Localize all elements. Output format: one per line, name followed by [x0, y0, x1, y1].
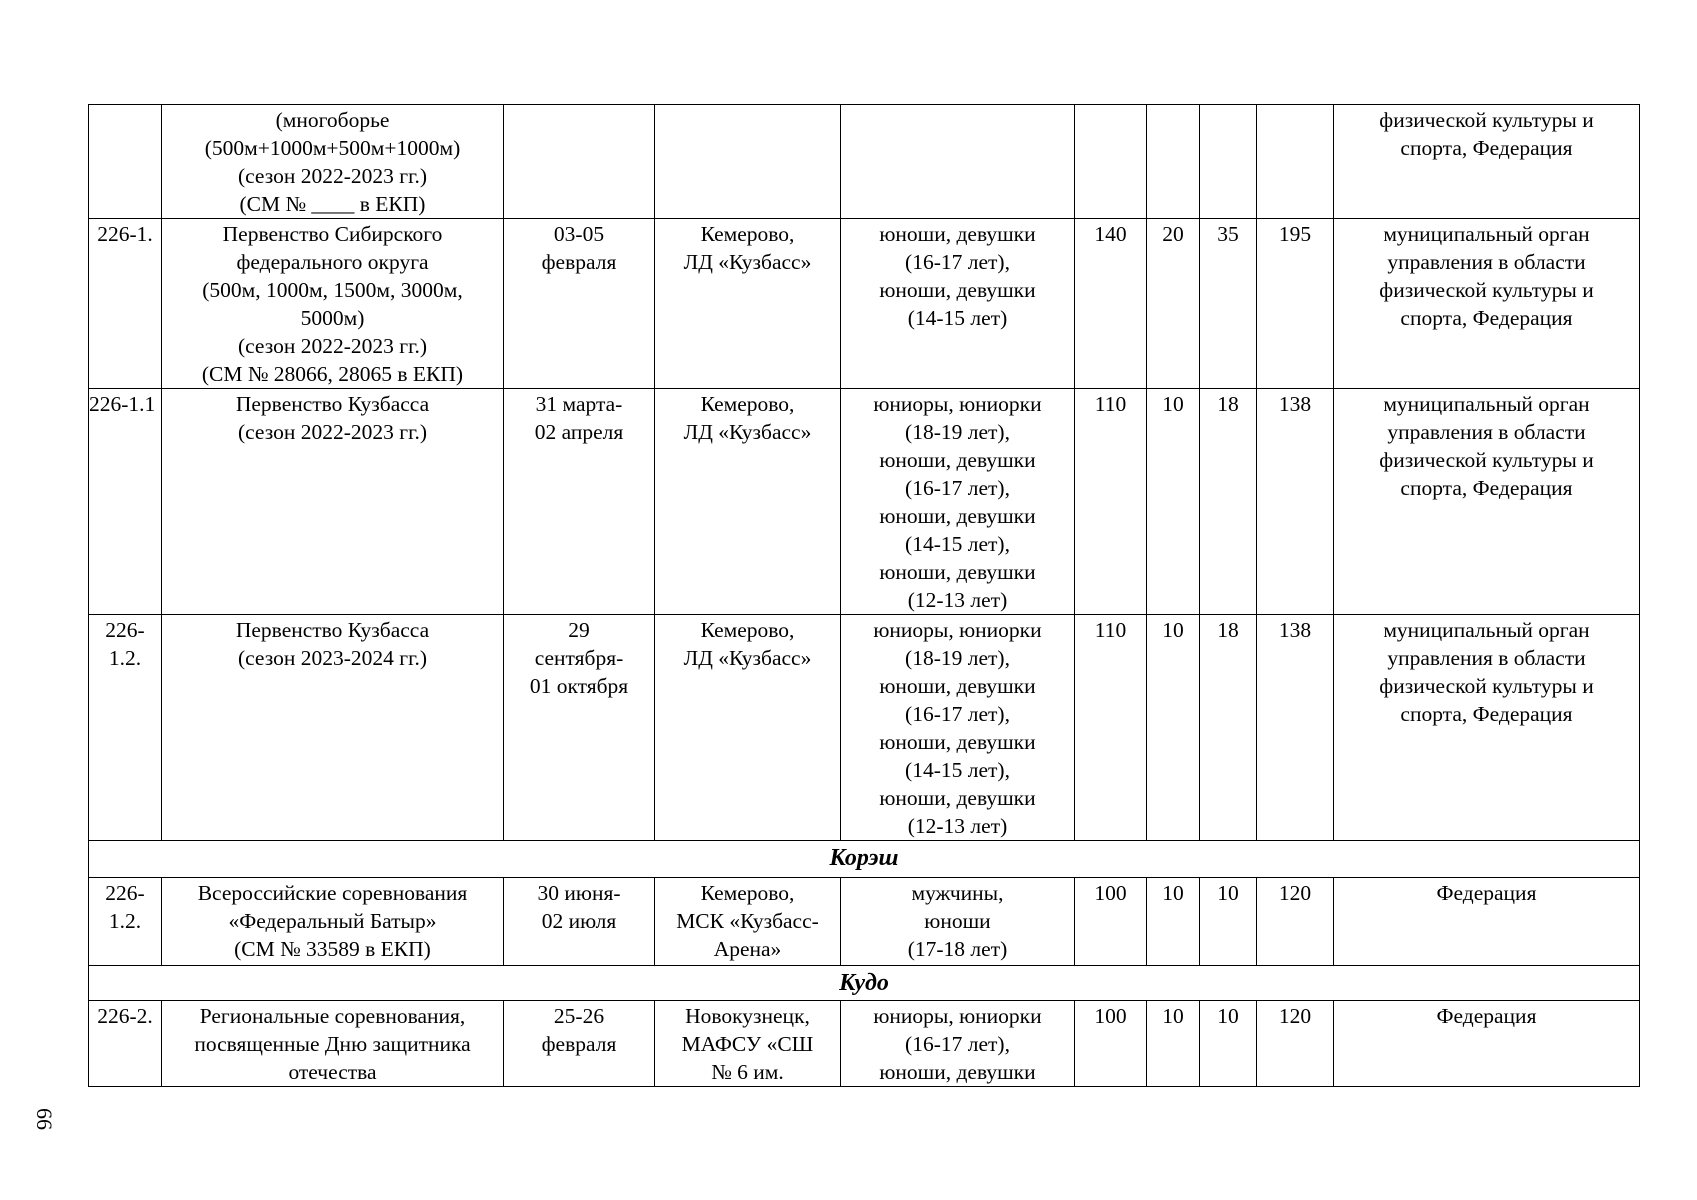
organizer-line: муниципальный орган	[1383, 618, 1590, 642]
table-row	[89, 878, 1640, 966]
organizer-cell	[1334, 1001, 1640, 1087]
participants-line: (17-18 лет)	[907, 937, 1008, 961]
event-name-line: (многоборье	[275, 108, 390, 132]
count-cell-1: 110	[1075, 615, 1147, 841]
event-place-line: ЛД «Кузбасс»	[683, 420, 812, 444]
count-cell-2: 10	[1147, 878, 1200, 966]
participants-line: юноши, девушки	[879, 222, 1036, 246]
participants-line: (12-13 лет)	[907, 814, 1008, 838]
participants-line: юноши, девушки	[879, 278, 1036, 302]
count-cell-total: 138	[1257, 389, 1334, 615]
organizer-line: физической культуры и	[1379, 448, 1594, 472]
organizer-cell	[1334, 219, 1640, 389]
organizer-line: спорта, Федерация	[1400, 136, 1573, 160]
count-cell-total: 120	[1257, 878, 1334, 966]
count-cell-3	[1200, 105, 1257, 219]
table-row	[89, 1001, 1640, 1087]
event-place-line: Кемерово,	[700, 881, 795, 905]
section-heading: Корэш	[89, 841, 1640, 878]
count-cell-1: 100	[1075, 1001, 1147, 1087]
event-date-cell	[504, 389, 655, 615]
organizer-line: управления в области	[1387, 250, 1586, 274]
participants-line: (14-15 лет),	[905, 758, 1010, 782]
count-cell-3: 10	[1200, 878, 1257, 966]
event-name-cell	[162, 878, 504, 966]
event-date-line: 02 апреля	[534, 420, 624, 444]
event-name-line: «Федеральный Батыр»	[228, 909, 437, 933]
event-place-line: МСК «Кузбасс-	[676, 909, 819, 933]
participants-line: (14-15 лет),	[905, 532, 1010, 556]
organizer-cell	[1334, 615, 1640, 841]
event-place-line: № 6 им.	[711, 1060, 784, 1084]
organizer-line: управления в области	[1387, 646, 1586, 670]
participants-cell	[841, 615, 1075, 841]
organizer-line: спорта, Федерация	[1400, 306, 1573, 330]
count-cell-total: 195	[1257, 219, 1334, 389]
event-place-line: Кемерово,	[700, 222, 795, 246]
event-number-cell: 226-2.	[89, 1001, 162, 1087]
event-name-line: посвященные Дню защитника	[194, 1032, 471, 1056]
event-place-cell	[655, 615, 841, 841]
event-name-line: (СМ № ____ в ЕКП)	[239, 192, 426, 216]
table-row	[89, 105, 1640, 219]
event-place-cell	[655, 878, 841, 966]
event-name-line: (500м+1000м+500м+1000м)	[204, 136, 461, 160]
participants-line: (16-17 лет),	[905, 702, 1010, 726]
participants-line: юноши, девушки	[879, 786, 1036, 810]
count-cell-1: 100	[1075, 878, 1147, 966]
organizer-line: физической культуры и	[1379, 108, 1594, 132]
participants-line: (18-19 лет),	[905, 646, 1010, 670]
participants-line: (16-17 лет),	[905, 250, 1010, 274]
event-name-cell	[162, 1001, 504, 1087]
event-place-cell	[655, 389, 841, 615]
count-cell-2	[1147, 105, 1200, 219]
page-number: 66	[32, 1108, 57, 1130]
participants-line: (12-13 лет)	[907, 588, 1008, 612]
count-cell-2: 10	[1147, 389, 1200, 615]
organizer-line: физической культуры и	[1379, 674, 1594, 698]
event-name-line: (сезон 2022-2023 гг.)	[237, 164, 428, 188]
count-cell-3: 35	[1200, 219, 1257, 389]
event-place-line: ЛД «Кузбасс»	[683, 646, 812, 670]
event-name-line: (сезон 2023-2024 гг.)	[237, 646, 428, 670]
participants-cell	[841, 389, 1075, 615]
count-cell-total: 138	[1257, 615, 1334, 841]
event-date-cell	[504, 615, 655, 841]
event-place-line: Кемерово,	[700, 392, 795, 416]
event-name-line: (сезон 2022-2023 гг.)	[237, 334, 428, 358]
organizer-line: муниципальный орган	[1383, 392, 1590, 416]
organizer-line: спорта, Федерация	[1400, 476, 1573, 500]
event-name-line: Первенство Кузбасса	[235, 618, 430, 642]
event-date-cell	[504, 219, 655, 389]
participants-line: юноши, девушки	[879, 448, 1036, 472]
participants-line: (18-19 лет),	[905, 420, 1010, 444]
event-place-line: ЛД «Кузбасс»	[683, 250, 812, 274]
table-row	[89, 615, 1640, 841]
event-name-cell	[162, 615, 504, 841]
event-place-line: Кемерово,	[700, 618, 795, 642]
organizer-line: спорта, Федерация	[1400, 702, 1573, 726]
event-number-cell	[89, 878, 162, 966]
event-name-line: (500м, 1000м, 1500м, 3000м,	[202, 278, 463, 302]
count-cell-3: 10	[1200, 1001, 1257, 1087]
section-heading: Кудо	[89, 966, 1640, 1001]
event-number-text: 226-1.2.	[105, 618, 145, 670]
event-date-line: 01 октября	[529, 674, 629, 698]
event-number-cell: 226-1.1	[89, 389, 162, 615]
participants-line: юниоры, юниорки	[873, 1004, 1042, 1028]
count-cell-total: 120	[1257, 1001, 1334, 1087]
participants-line: юноши, девушки	[879, 504, 1036, 528]
event-name-cell	[162, 219, 504, 389]
organizer-line: муниципальный орган	[1383, 222, 1590, 246]
participants-line: юниоры, юниорки	[873, 618, 1042, 642]
participants-line: юниоры, юниорки	[873, 392, 1042, 416]
event-number-cell	[89, 105, 162, 219]
count-cell-2: 10	[1147, 1001, 1200, 1087]
organizer-line: физической культуры и	[1379, 278, 1594, 302]
event-date-line: сентября-	[534, 646, 624, 670]
participants-line: (16-17 лет),	[905, 476, 1010, 500]
count-cell-1: 140	[1075, 219, 1147, 389]
event-place-cell	[655, 219, 841, 389]
event-name-line: Всероссийские соревнования	[197, 881, 468, 905]
event-name-line: 5000м)	[300, 306, 365, 330]
participants-line: юноши, девушки	[879, 730, 1036, 754]
event-date-line: 02 июля	[541, 909, 617, 933]
event-name-line: Региональные соревнования,	[199, 1004, 466, 1028]
count-cell-1	[1075, 105, 1147, 219]
participants-line: юноши, девушки	[879, 674, 1036, 698]
count-cell-total	[1257, 105, 1334, 219]
event-place-line: Новокузнецк,	[685, 1004, 810, 1028]
organizer-cell	[1334, 389, 1640, 615]
event-date-cell	[504, 1001, 655, 1087]
count-cell-2: 20	[1147, 219, 1200, 389]
event-place-line: Арена»	[713, 937, 782, 961]
participants-line: (16-17 лет),	[905, 1032, 1010, 1056]
event-number-cell: 226-1.	[89, 219, 162, 389]
organizer-line: Федерация	[1436, 881, 1537, 905]
count-cell-3: 18	[1200, 615, 1257, 841]
organizer-line: Федерация	[1436, 1004, 1537, 1028]
event-name-line: (СМ № 28066, 28065 в ЕКП)	[201, 362, 464, 386]
section-row	[89, 966, 1640, 1001]
event-date-line: 25-26	[553, 1004, 605, 1028]
participants-cell	[841, 219, 1075, 389]
event-number-text: 226-1.2.	[105, 881, 145, 933]
event-date-cell	[504, 105, 655, 219]
event-name-cell	[162, 389, 504, 615]
participants-line: юноши	[924, 909, 991, 933]
count-cell-2: 10	[1147, 615, 1200, 841]
event-date-line: февраля	[541, 250, 617, 274]
event-name-line: отечества	[288, 1060, 377, 1084]
participants-cell	[841, 105, 1075, 219]
event-date-line: 30 июня-	[537, 881, 621, 905]
event-date-cell	[504, 878, 655, 966]
schedule-table	[88, 104, 1640, 1087]
event-name-line: Первенство Кузбасса	[235, 392, 430, 416]
event-name-line: (сезон 2022-2023 гг.)	[237, 420, 428, 444]
event-place-line: МАФСУ «СШ	[681, 1032, 814, 1056]
organizer-cell	[1334, 878, 1640, 966]
count-cell-1: 110	[1075, 389, 1147, 615]
participants-line: юноши, девушки	[879, 560, 1036, 584]
event-name-line: федерального округа	[236, 250, 429, 274]
event-date-line: 03-05	[553, 222, 605, 246]
event-number-cell	[89, 615, 162, 841]
participants-line: мужчины,	[911, 881, 1004, 905]
table-row	[89, 389, 1640, 615]
event-name-line: (СМ № 33589 в ЕКП)	[234, 937, 431, 961]
event-name-cell	[162, 105, 504, 219]
event-date-line: 29	[568, 618, 590, 642]
participants-cell	[841, 878, 1075, 966]
table-row	[89, 219, 1640, 389]
organizer-line: управления в области	[1387, 420, 1586, 444]
event-date-line: 31 марта-	[535, 392, 623, 416]
event-place-cell	[655, 105, 841, 219]
event-date-line: февраля	[541, 1032, 617, 1056]
participants-line: (14-15 лет)	[907, 306, 1008, 330]
event-place-cell	[655, 1001, 841, 1087]
event-name-line: Первенство Сибирского	[222, 222, 443, 246]
section-row	[89, 841, 1640, 878]
participants-line: юноши, девушки	[879, 1060, 1036, 1084]
count-cell-3: 18	[1200, 389, 1257, 615]
organizer-cell	[1334, 105, 1640, 219]
participants-cell	[841, 1001, 1075, 1087]
